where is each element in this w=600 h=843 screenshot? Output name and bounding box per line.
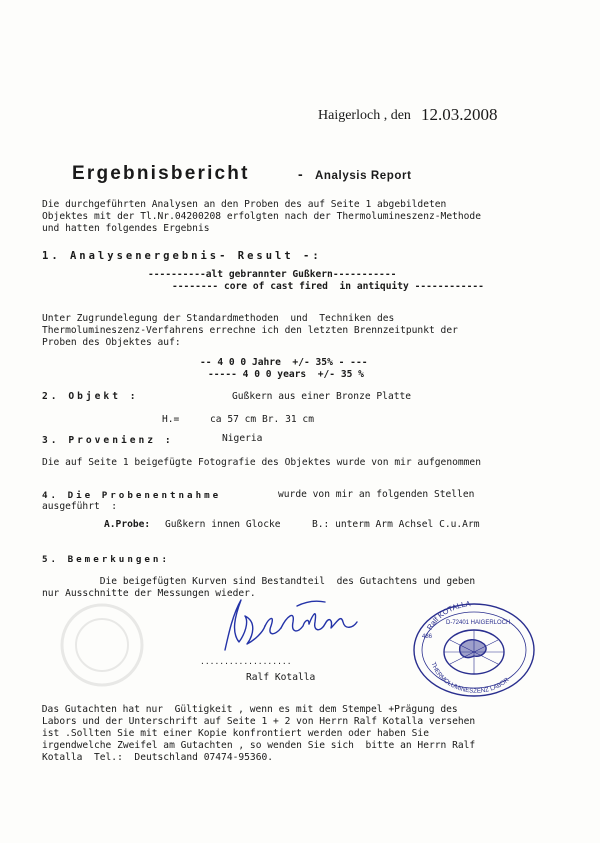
result-english: -------- core of cast fired in antiquity ------------ [172,281,484,292]
stamp-ring-text: THERMOLUMINESZENZ LABOR [429,661,511,695]
embossed-seal-mark [42,600,162,690]
signature-dots: ................... [200,657,292,666]
section-1-heading: 1. Analysenergebnis- Result -: [42,250,322,262]
footer-line-3: ist .Sollten Sie mit einer Kopie konfrontiert werden oder haben Sie [42,728,429,739]
section-2-heading: 2. Objekt : [42,391,139,402]
dimensions-label: H.= [162,414,180,425]
signatory-name: Ralf Kotalla [246,672,316,683]
report-title: Ergebnisbericht [72,163,250,184]
probe-a-value: Gußkern innen Glocke [165,519,281,530]
svg-text:Ralf KOTALLA [425,599,471,632]
probe-a-label: A.Probe: [104,519,151,530]
probe-b-value: B.: unterm Arm Achsel C.u.Arm [312,519,480,530]
sampling-text: wurde von mir an folgenden Stellen [278,489,475,500]
stamp-address: D-72401 HAIGERLOCH [446,620,511,626]
intro-line-2: Objektes mit der Tl.Nr.04200208 erfolgten nach der Thermolumineszenz-Methode [42,211,481,222]
age-german: -- 4 0 0 Jahre +/- 35% - --- [200,357,368,368]
svg-text:THERMOLUMINESZENZ LABOR [429,661,510,694]
footer-line-4: irgendwelche Zweifel am Gutachten , so wenden Sie sich bitte an Herrn Ralf [42,740,476,751]
object-description: Gußkern aus einer Bronze Platte [232,391,412,402]
intro-line-3: und hatten folgendes Ergebnis [42,223,210,234]
s1-body-line-1: Unter Zugrundelegung der Standardmethoden und Techniken des [42,313,395,324]
provenance-value: Nigeria [222,433,263,444]
stamp-name: Ralf KOTALLA [424,599,472,632]
provenance-note: Die auf Seite 1 beigefügte Fotografie des Objektes wurde von mir aufgenommen [42,457,481,468]
remarks-line-1: Die beigefügten Kurven sind Bestandteil des Gutachtens und geben [42,576,476,587]
handwritten-signature [205,592,380,654]
remarks-line-2: nur Ausschnitte der Messungen wieder. [42,588,256,599]
footer-line-5: Kotalla Tel.: Deutschland 07474-95360. [42,752,274,763]
section-5-heading: 5. Bemerkungen: [42,554,170,565]
section-4-heading: 4. Die Probenentnahme [42,490,222,501]
footer-line-2: Labors und der Unterschrift auf Seite 1 + 2 von Herrn Ralf Kotalla versehen [42,716,476,727]
stamp-number: 486 [422,634,433,640]
sampling-text-2: ausgeführt : [42,501,118,512]
laboratory-stamp [404,598,544,698]
age-english: ----- 4 0 0 years +/- 35 % [208,369,364,380]
place-label: Haigerloch , den [318,108,411,123]
report-subtitle: Analysis Report [315,170,412,182]
footer-line-1: Das Gutachten hat nur Gültigkeit , wenn es mit dem Stempel +Prägung des [36,704,458,715]
result-german: ----------alt gebrannter Gußkern----------- [148,269,397,280]
intro-line-1: Die durchgeführten Analysen an den Proben des auf Seite 1 abgebildeten [42,199,447,210]
section-3-heading: 3. Provenienz : [42,435,174,446]
title-dash: - [298,166,303,182]
s1-body-line-2: Thermolumineszenz-Verfahrens errechne ich den letzten Brennzeitpunkt der [42,325,458,336]
report-date: 12.03.2008 [421,105,498,124]
s1-body-line-3: Proben des Objektes auf: [42,337,181,348]
dimensions-value: ca 57 cm Br. 31 cm [210,414,314,425]
